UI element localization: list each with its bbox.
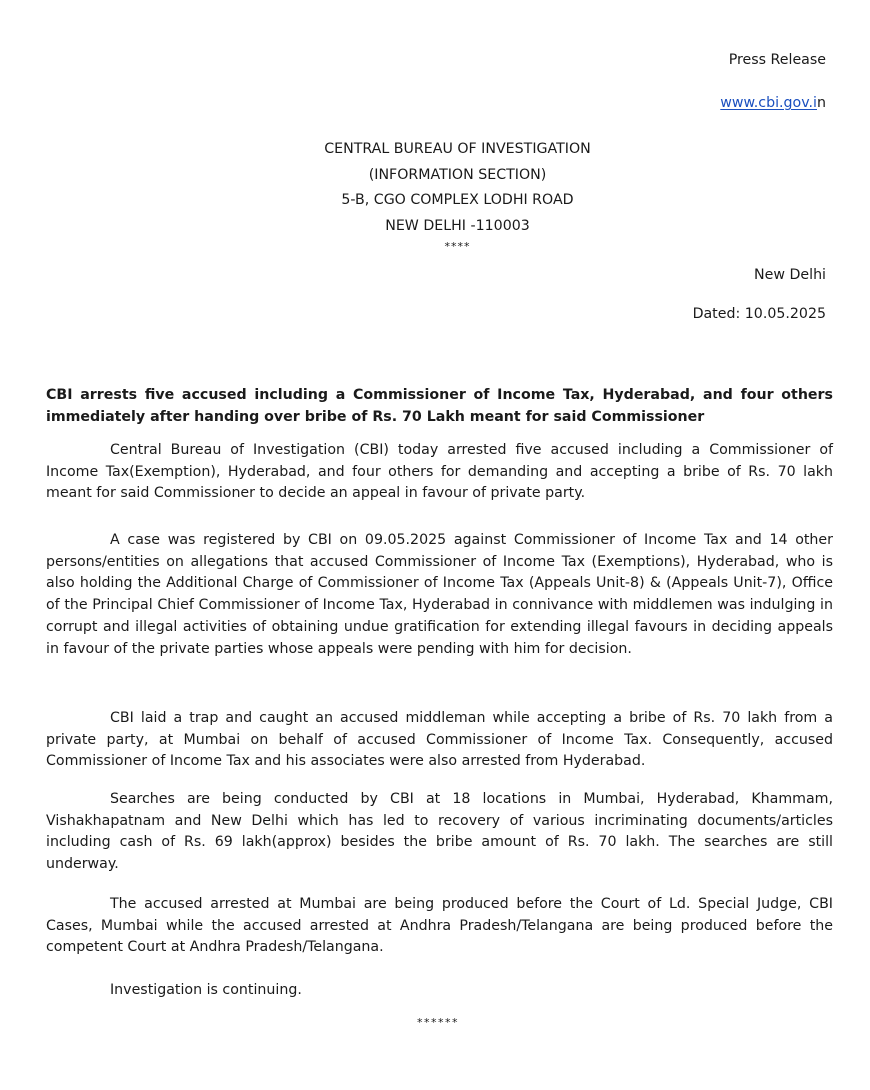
website-link[interactable]: www.cbi.gov.i — [720, 95, 817, 111]
press-release-label: Press Release — [728, 52, 826, 68]
organization-section: (INFORMATION SECTION) — [368, 166, 547, 183]
release-date: Dated: 10.05.2025 — [692, 306, 826, 322]
website-line — [720, 95, 826, 111]
address-line-2: NEW DELHI -110003 — [385, 218, 530, 235]
paragraph-2: A case was registered by CBI on 09.05.2025 against Commissioner of Income Tax and 14 other persons/entities on allegations that accused Commissioner of Income Tax (Exemptions), Hyderabad, who is also holding the Additional Charge of Commissioner of Income Tax (Appeals Unit-8) & (Appeals Unit-7), Office of the Principal Chief Commissioner of Income Tax, Hyderabad in connivance with middlemen was indulging in corrupt and illegal activities of obtaining undue gratification for extending illegal favours in deciding appeals in favour of the private parties whose appeals were pending with him for decision. — [46, 532, 833, 657]
address-line-1: 5-B, CGO COMPLEX LODHI ROAD — [341, 192, 574, 209]
headline: CBI arrests five accused including a Commissioner of Income Tax, Hyderabad, and four others immediately after handing over bribe of Rs. 70 Lakh meant for said Commissioner — [46, 387, 833, 425]
website-link-suffix: n — [817, 95, 826, 111]
footer-separator: ****** — [417, 1016, 459, 1029]
paragraph-4: Searches are being conducted by CBI at 18 locations in Mumbai, Hyderabad, Khammam, Vishakhapatnam and New Delhi which has led to recovery of various incriminating documents/articles including cash of Rs. 69 lakh(approx) besides the bribe amount of Rs. 70 lakh. The searches are still underway. — [46, 791, 833, 873]
paragraph-3: CBI laid a trap and caught an accused middleman while accepting a bribe of Rs. 70 lakh from a private party, at Mumbai on behalf of accused Commissioner of Income Tax. Consequently, accused Commissioner of Income Tax and his associates were also arrested from Hyderabad. — [46, 710, 833, 770]
paragraph-6: Investigation is continuing. — [110, 982, 302, 998]
organization-address-block — [0, 137, 870, 254]
organization-name: CENTRAL BUREAU OF INVESTIGATION — [324, 141, 591, 157]
header-separator: **** — [444, 239, 471, 253]
paragraph-1: Central Bureau of Investigation (CBI) today arrested five accused including a Commissioner of Income Tax(Exemption), Hyderabad, and four others for demanding and accepting a bribe of Rs. 70 lakh meant for said Commissioner to decide an appeal in favour of private party. — [46, 442, 833, 502]
paragraph-5: The accused arrested at Mumbai are being produced before the Court of Ld. Special Judge, CBI Cases, Mumbai while the accused arrested at Andhra Pradesh/Telangana are being produced before the competent Court at Andhra Pradesh/Telangana. — [46, 896, 833, 956]
release-place: New Delhi — [754, 267, 826, 283]
